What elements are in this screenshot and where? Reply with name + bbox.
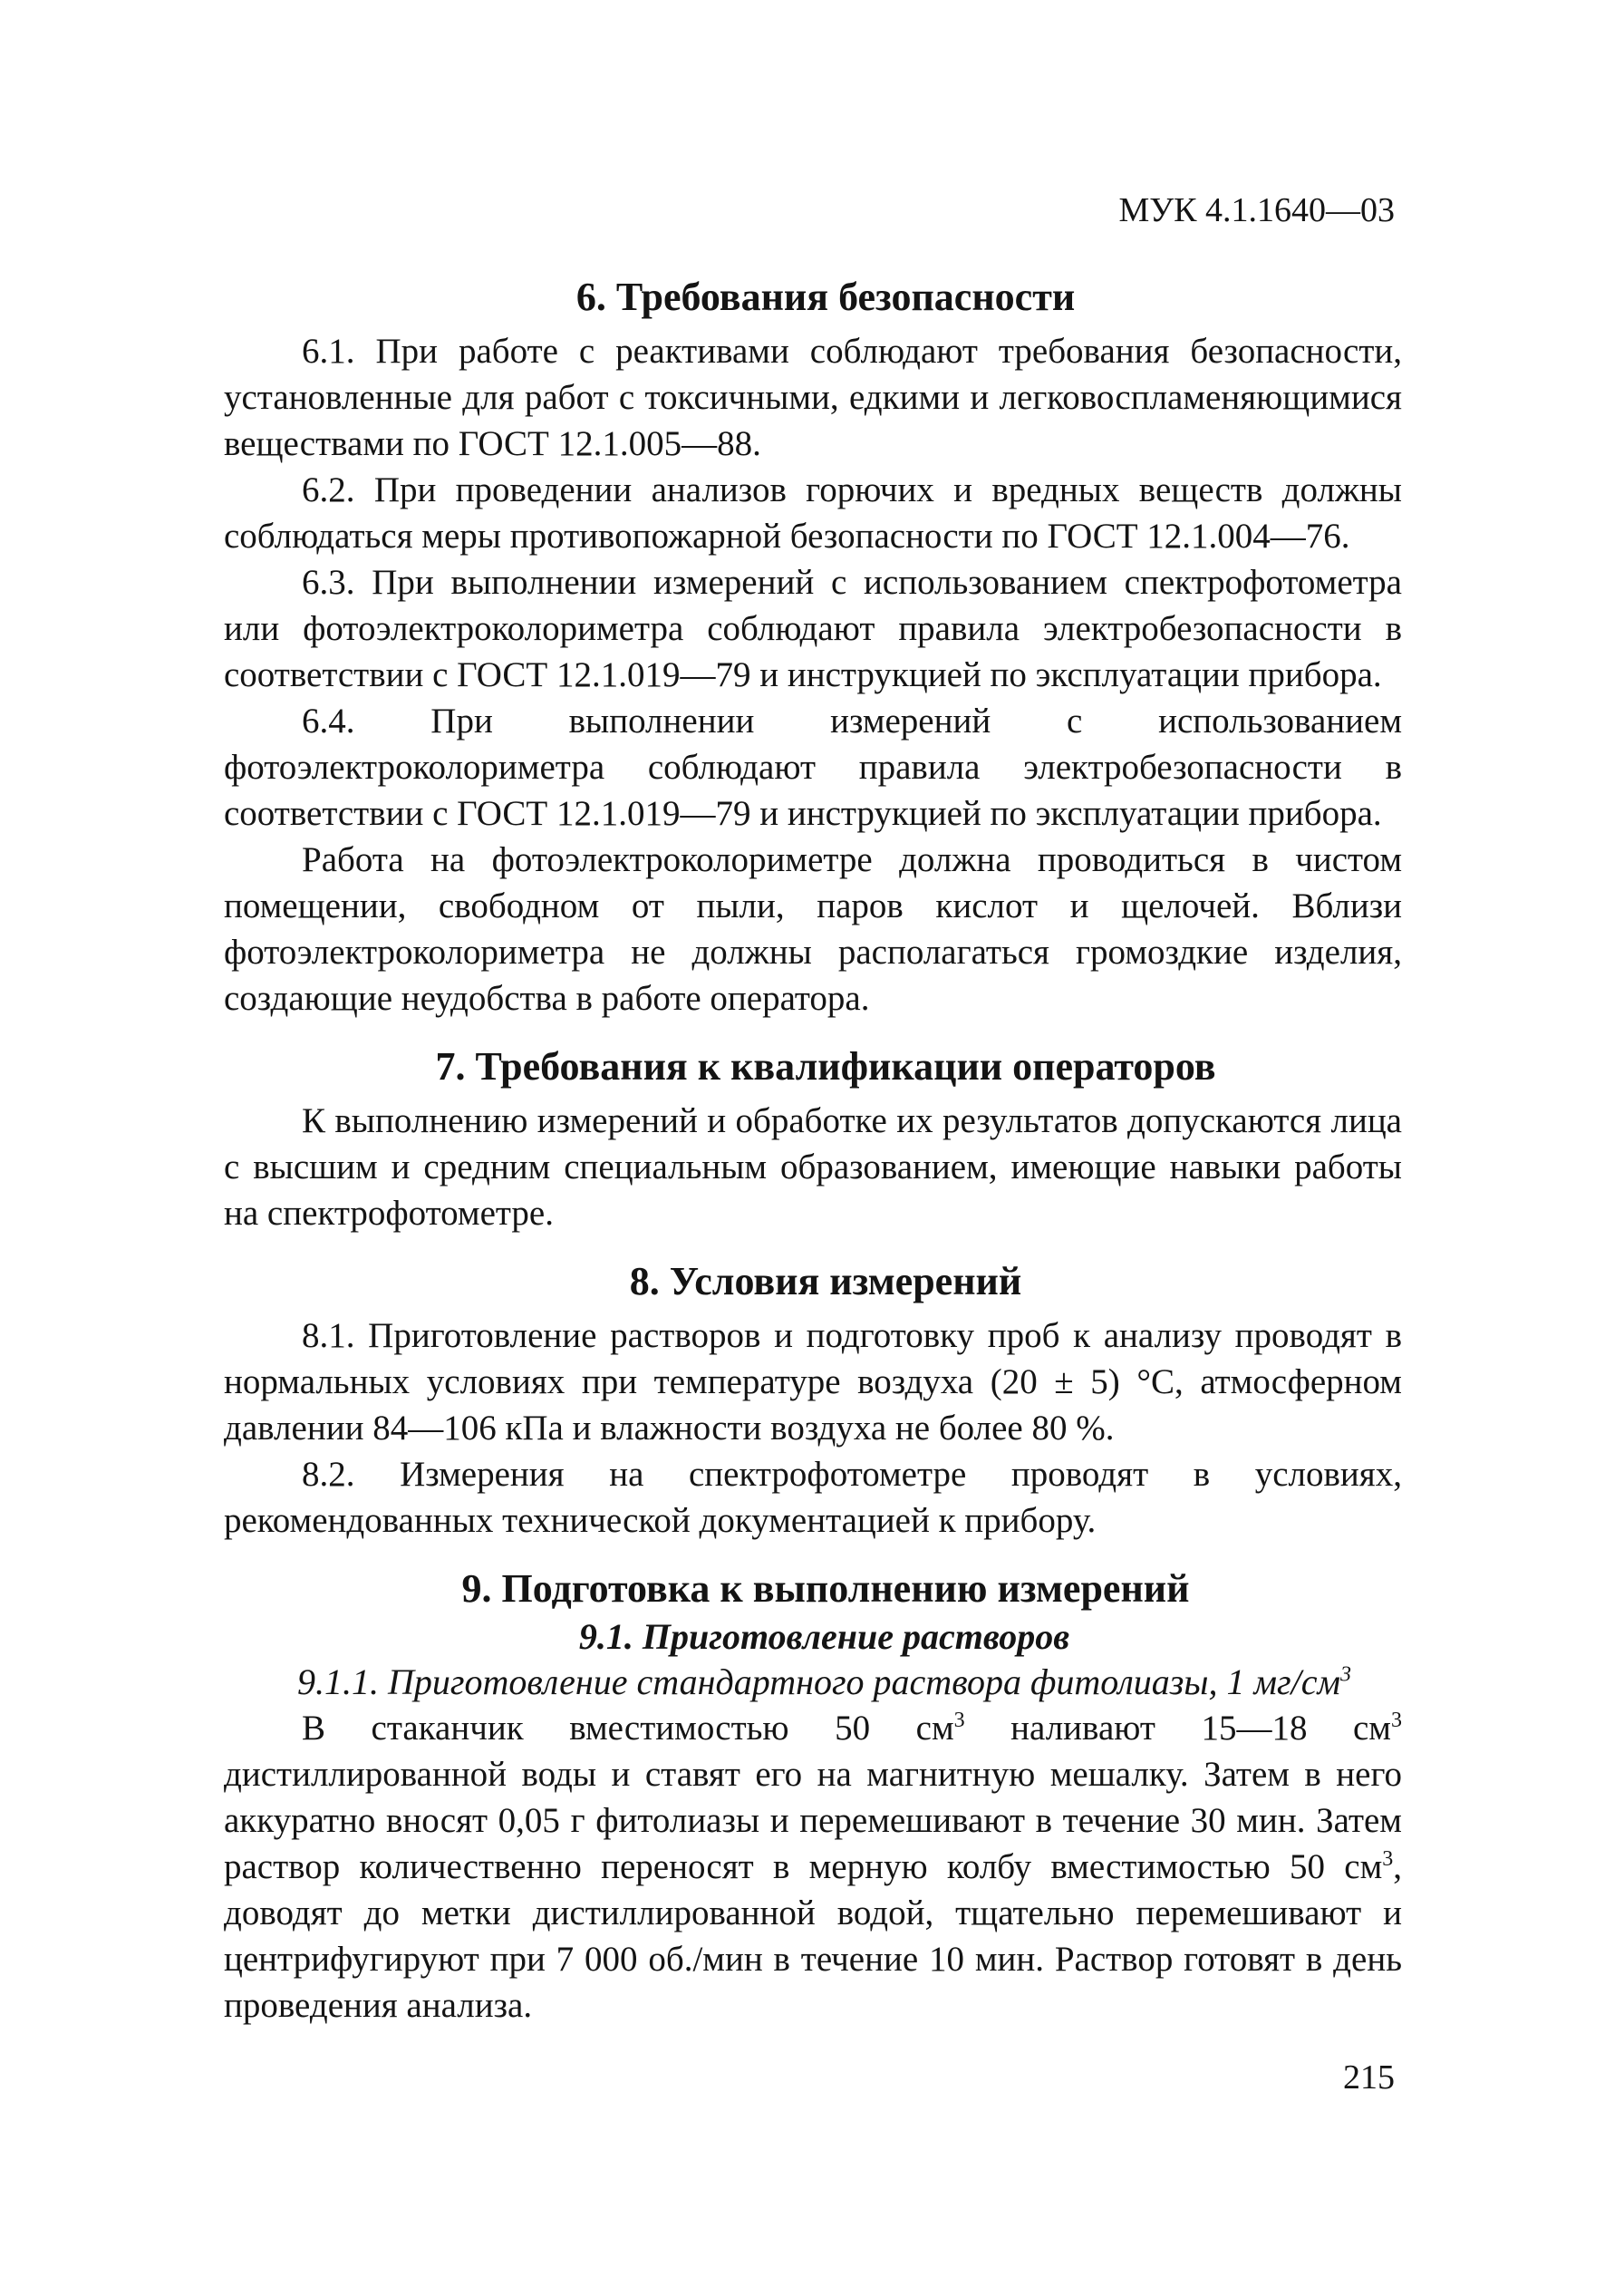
superscript: 3 <box>1390 1709 1402 1732</box>
paragraph-6-3: 6.3. При выполнении измерений с использованием спектрофотометра или фотоэлектроколориметра соблюдают правила электробезопасности в соответствии с ГОСТ 12.1.019—79 и инструкцией по эксплуатации прибора. <box>224 563 1402 694</box>
paragraph-9-1-1-part-a: В стаканчик вместимостью 50 см <box>302 1709 954 1748</box>
section-8-title: 8. Условия измерений <box>629 1259 1022 1303</box>
subsection-9-1-title: 9.1. Приготовление растворов <box>578 1616 1070 1657</box>
paragraph-8-2: 8.2. Измерения на спектрофотометре проводят в условиях, рекомендованных технической документацией к прибору. <box>224 1455 1402 1540</box>
section-6-title: 6. Требования безопасности <box>575 275 1076 319</box>
superscript: 3 <box>953 1709 965 1732</box>
paragraph-6-1: 6.1. При работе с реактивами соблюдают требования безопасности, установленные для работ с токсичными, едкими и легковоспламеняющимися веществами по ГОСТ 12.1.005—88. <box>224 332 1402 463</box>
subsection-9-1-1-text: 9.1.1. Приготовление стандартного раствора фитолиазы, 1 мг/см <box>297 1661 1340 1702</box>
paragraph-9-1-1-part-d: , доводят до метки дистиллированной водой, тщательно перемешивают и центрифугируют при 7 000 об./мин в течение 10 мин. Раствор готовят в день проведения анализа. <box>224 1847 1402 2025</box>
superscript: 3 <box>1382 1847 1394 1871</box>
paragraph-6-work: Работа на фотоэлектроколориметре должна проводиться в чистом помещении, свободном от пыли, паров кислот и щелочей. Вблизи фотоэлектроколориметра не должны располагаться громоздкие изделия, создающие неудобства в работе оператора. <box>224 840 1402 1018</box>
section-7-title: 7. Требования к квалификации операторов <box>435 1044 1216 1089</box>
paragraph-9-1-1 <box>224 1705 1402 2029</box>
page-content <box>224 272 1402 2029</box>
paragraph-9-1-1-part-c: дистиллированной воды и ставят его на магнитную мешалку. Затем в него аккуратно вносят 0,05 г фитолиазы и перемешивают в течение 30 мин. Затем раствор количественно переносят в мерную колбу вместимостью 50 см <box>224 1755 1402 1886</box>
paragraph-6-4: 6.4. При выполнении измерений с использованием фотоэлектроколориметра соблюдают правила электробезопасности в соответствии с ГОСТ 12.1.019—79 и инструкцией по эксплуатации прибора. <box>224 702 1402 833</box>
superscript: 3 <box>1339 1662 1351 1687</box>
paragraph-9-1-1-part-b: наливают 15—18 см <box>964 1709 1391 1748</box>
document-code: МУК 4.1.1640—03 <box>1118 191 1395 229</box>
section-9-title: 9. Подготовка к выполнению измерений <box>461 1566 1190 1611</box>
paragraph-6-2: 6.2. При проведении анализов горючих и вредных веществ должны соблюдаться меры противопожарной безопасности по ГОСТ 12.1.004—76. <box>224 470 1402 556</box>
subsection-9-1-1-title <box>246 1660 1402 1705</box>
paragraph-7-1: К выполнению измерений и обработке их результатов допускаются лица с высшим и средним специальным образованием, имеющие навыки работы на спектрофотометре. <box>224 1101 1402 1233</box>
page-number: 215 <box>1343 2058 1395 2097</box>
paragraph-8-1: 8.1. Приготовление растворов и подготовку проб к анализу проводят в нормальных условиях при температуре воздуха (20 ± 5) °С, атмосферном давлении 84—106 кПа и влажности воздуха не более 80 %. <box>224 1316 1402 1448</box>
